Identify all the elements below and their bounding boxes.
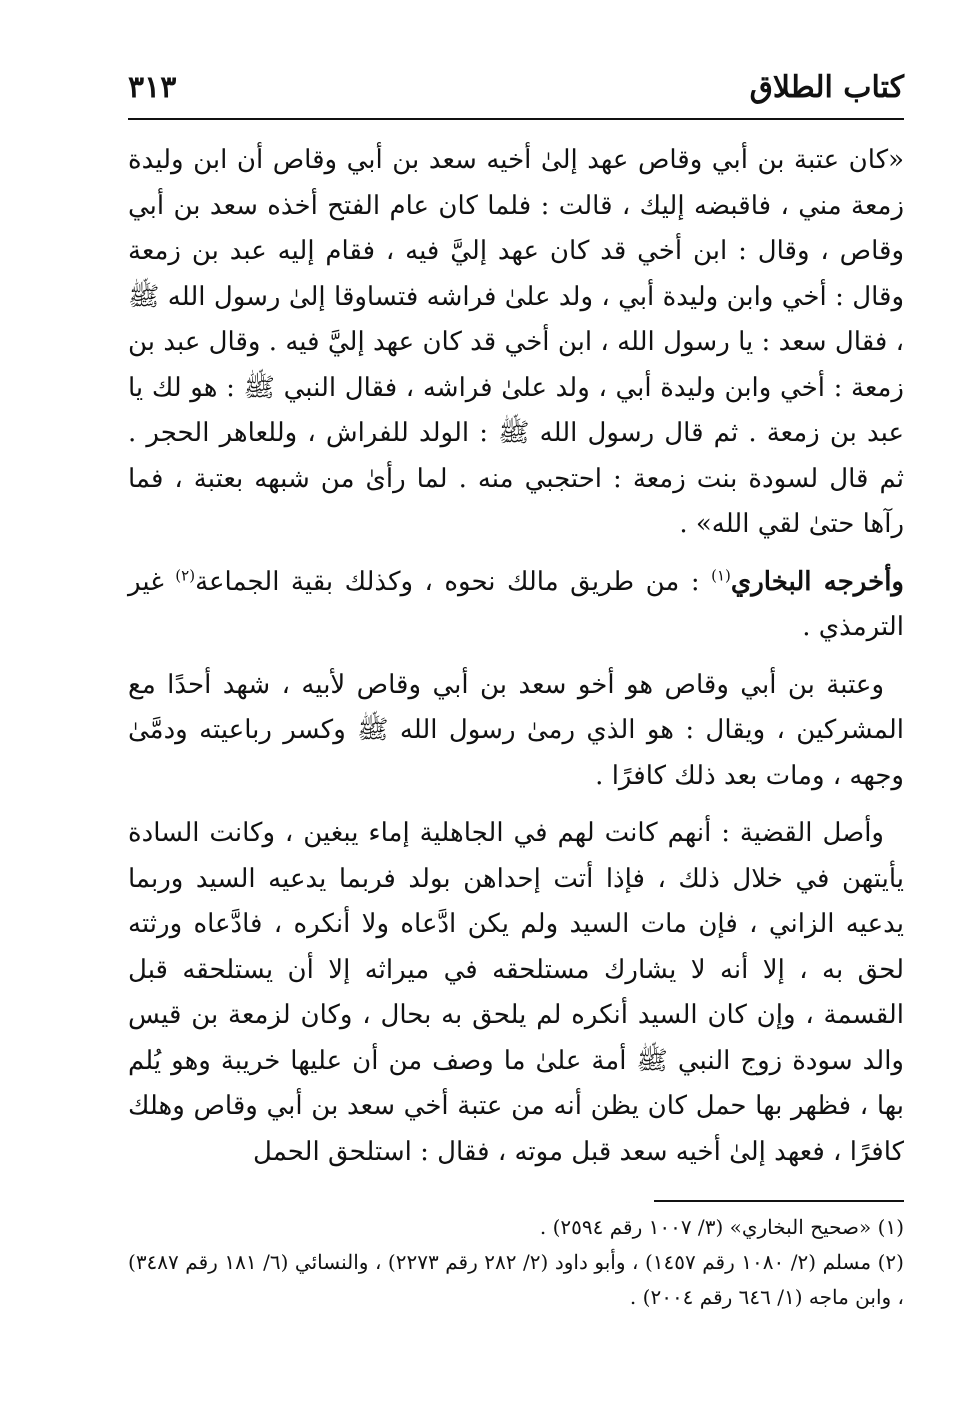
footnote-1: (١) «صحيح البخاري» (٣/ ١٠٠٧ رقم ٢٥٩٤) . [539, 1215, 904, 1239]
header-divider [128, 118, 904, 120]
footnotes [128, 1210, 904, 1315]
footnote-2: (٢) مسلم (٢/ ١٠٨٠ رقم ١٤٥٧) ، وأبو داود (٢/ ٢٨٢ رقم ٢٢٧٣) ، والنسائي (٦/ ١٨١ رقم ٣٤٨٧) ، وابن ماجه (١/ ٦٤٦ رقم ٢٠٠٤) . [128, 1250, 904, 1309]
footnote-ref-2[interactable]: (٢) [175, 565, 196, 584]
paragraph-text: : من طريق مالك نحوه ، وكذلك بقية الجماعة [195, 566, 712, 597]
paragraph-asl: وأصل القضية : أنهم كانت لهم في الجاهلية إماء يبغين ، وكانت السادة يأيتهن في خلال ذلك ، فإذا أتت إحداهن بولد فربما يدعيه السيد وربما يدعيه الزاني ، فإن مات السيد ولم يكن ادَّعاه ولا أنكره ، فادَّعاه ورثته لحق به ، إلا أنه لا يشارك مستلحقه في ميراثه إلا أن يستلحقه قبل القسمة ، وإن كان السيد أنكره لم يلحق به بحال ، وكان لزمعة بن قيس والد سودة زوج النبي ﷺ أمة علىٰ ما وصف من أن عليها خريبة وهو يُلم بها ، فظهر بها حمل كان يظن أنه من عتبة أخي سعد بن أبي وقاص وهلك كافرًا ، فعهد إلىٰ أخيه سعد قبل موته ، فقال : استلحق الحمل [128, 818, 904, 1167]
page-number: ٣١٣ [128, 70, 177, 105]
paragraph-takhrij [128, 560, 904, 651]
footnote-divider [654, 1200, 904, 1202]
paragraph-text: غير الترمذي . [128, 566, 904, 642]
paragraph-lead: وأخرجه البخاري [730, 566, 904, 597]
paragraph-utba: وعتبة بن أبي وقاص هو أخو سعد بن أبي وقاص لأبيه ، شهد أحدًا مع المشركين ، ويقال : هو الذي رمىٰ رسول الله ﷺ وكسر رباعيته ودمَّىٰ وجهه ، ومات بعد ذلك كافرًا . [128, 669, 904, 791]
page-header [128, 64, 904, 110]
footnote-ref-1[interactable]: (١) [711, 565, 731, 584]
main-text [128, 138, 904, 1187]
paragraph-hadith: «كان عتبة بن أبي وقاص عهد إلىٰ أخيه سعد بن أبي وقاص أن ابن وليدة زمعة مني ، فاقبضه إليك ، قالت : فلما كان عام الفتح أخذه سعد بن أبي وقاص ، وقال : ابن أخي قد كان عهد إليَّ فيه ، فقام إليه عبد بن زمعة وقال : أخي وابن وليدة أبي ، ولد علىٰ فراشه فتساوقا إلىٰ رسول الله ﷺ ، فقال سعد : يا رسول الله ، ابن أخي قد كان عهد إليَّ فيه . وقال عبد بن زمعة : أخي وابن وليدة أبي ، ولد علىٰ فراشه ، فقال النبي ﷺ : هو لك يا عبد بن زمعة . ثم قال رسول الله ﷺ : الولد للفراش ، وللعاهر الحجر . ثم قال لسودة بنت زمعة : احتجبي منه . لما رأىٰ من شبهه بعتبة ، فما رآها حتىٰ لقي الله» . [128, 145, 904, 539]
chapter-title: كتاب الطلاق [749, 70, 904, 105]
